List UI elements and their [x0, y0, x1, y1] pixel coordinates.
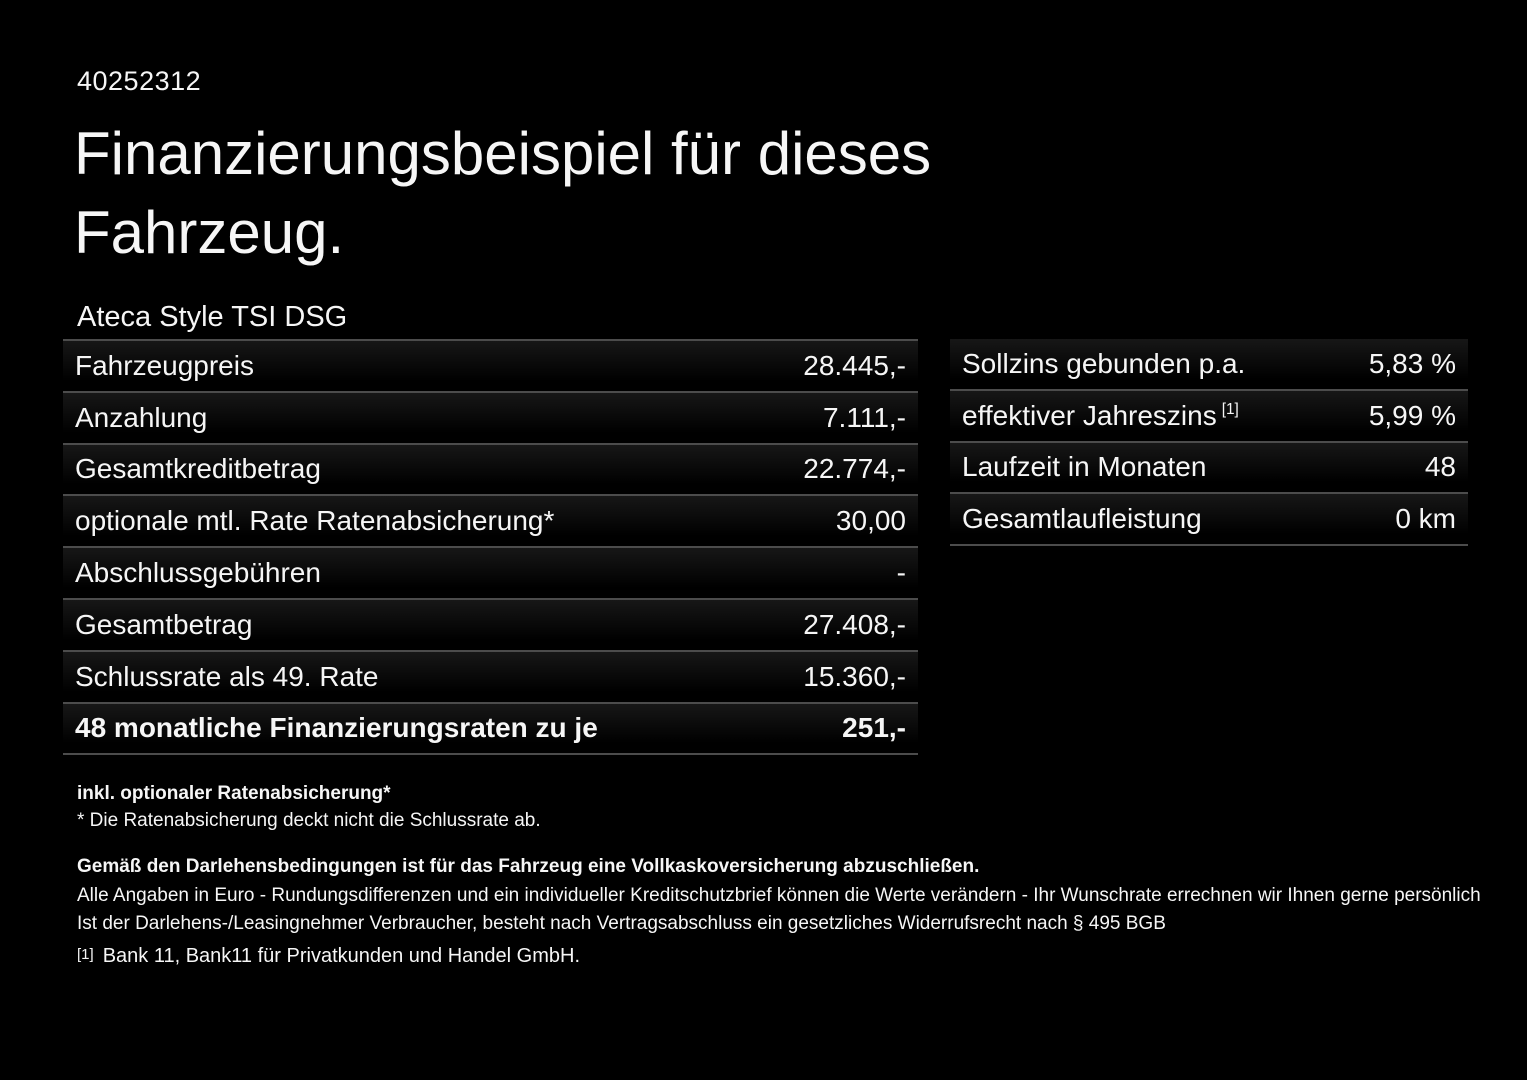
row-label: Gesamtbetrag [75, 608, 253, 640]
listing-id: 40252312 [77, 66, 202, 96]
row-value: 7.111,- [822, 401, 906, 433]
table-row [950, 339, 1468, 391]
bank-reference [77, 945, 580, 968]
row-label: effektiver Jahreszins [1] [962, 399, 1239, 431]
footnote-marker-1: [1] [77, 946, 94, 963]
row-label: Schlussrate als 49. Rate [75, 660, 379, 692]
row-label: Anzahlung [75, 401, 208, 433]
table-row [63, 341, 918, 393]
table-row [950, 391, 1468, 443]
row-label: Fahrzeugpreis [75, 349, 254, 381]
row-value: 30,00 [835, 505, 906, 537]
conditions-table [950, 339, 1468, 546]
row-label: Abschlussgebühren [75, 557, 321, 589]
row-value: - [896, 557, 906, 589]
table-row [63, 652, 918, 704]
row-value: 251,- [842, 712, 906, 744]
footnote-ref-1: [1] [1221, 401, 1239, 419]
row-value: 22.774,- [803, 453, 906, 485]
table-row [63, 600, 918, 652]
vollkasko-note: Gemäß den Darlehensbedingungen ist für das Fahrzeug eine Vollkaskoversicherung abzuschließen. [77, 856, 980, 877]
row-value: 0 km [1395, 503, 1456, 535]
table-row [950, 443, 1468, 495]
bank-reference-text: Bank 11, Bank11 für Privatkunden und Handel GmbH. [102, 945, 581, 967]
row-value: 5,99 % [1368, 399, 1456, 431]
row-label: optionale mtl. Rate Ratenabsicherung* [75, 505, 555, 537]
row-value: 5,83 % [1368, 347, 1456, 379]
row-value: 48 [1424, 451, 1456, 483]
page-title: Finanzierungsbeispiel für dieses Fahrzeug. [74, 120, 932, 266]
finance-table [63, 339, 918, 755]
row-label: Sollzins gebunden p.a. [962, 347, 1246, 379]
insurance-note: * Die Ratenabsicherung deckt nicht die Schlussrate ab. [77, 810, 541, 831]
disclaimer-line-2: Ist der Darlehens-/Leasingnehmer Verbraucher, besteht nach Vertragsabschluss ein gesetzliches Widerrufsrecht nach § 495 BGB [77, 913, 1166, 934]
vehicle-name: Ateca Style TSI DSG [77, 301, 348, 333]
row-label: Gesamtkreditbetrag [75, 453, 321, 485]
table-row-monthly-rate [63, 704, 918, 756]
table-row [63, 496, 918, 548]
row-value: 28.445,- [803, 349, 906, 381]
disclaimer-line-1: Alle Angaben in Euro - Rundungsdifferenzen und ein individueller Kreditschutzbrief können die Werte verändern - Ihr Wunschrate errechnen wir Ihnen gerne persönlich [77, 885, 1481, 906]
table-row [63, 548, 918, 600]
row-value: 15.360,- [803, 660, 906, 692]
row-label: 48 monatliche Finanzierungsraten zu je [75, 712, 598, 744]
table-row [63, 393, 918, 445]
table-row [950, 494, 1468, 546]
table-row [63, 445, 918, 497]
row-value: 27.408,- [803, 608, 906, 640]
insurance-note-title: inkl. optionaler Ratenabsicherung* [77, 783, 391, 804]
row-label: Gesamtlaufleistung [962, 503, 1202, 535]
row-label: Laufzeit in Monaten [962, 451, 1207, 483]
